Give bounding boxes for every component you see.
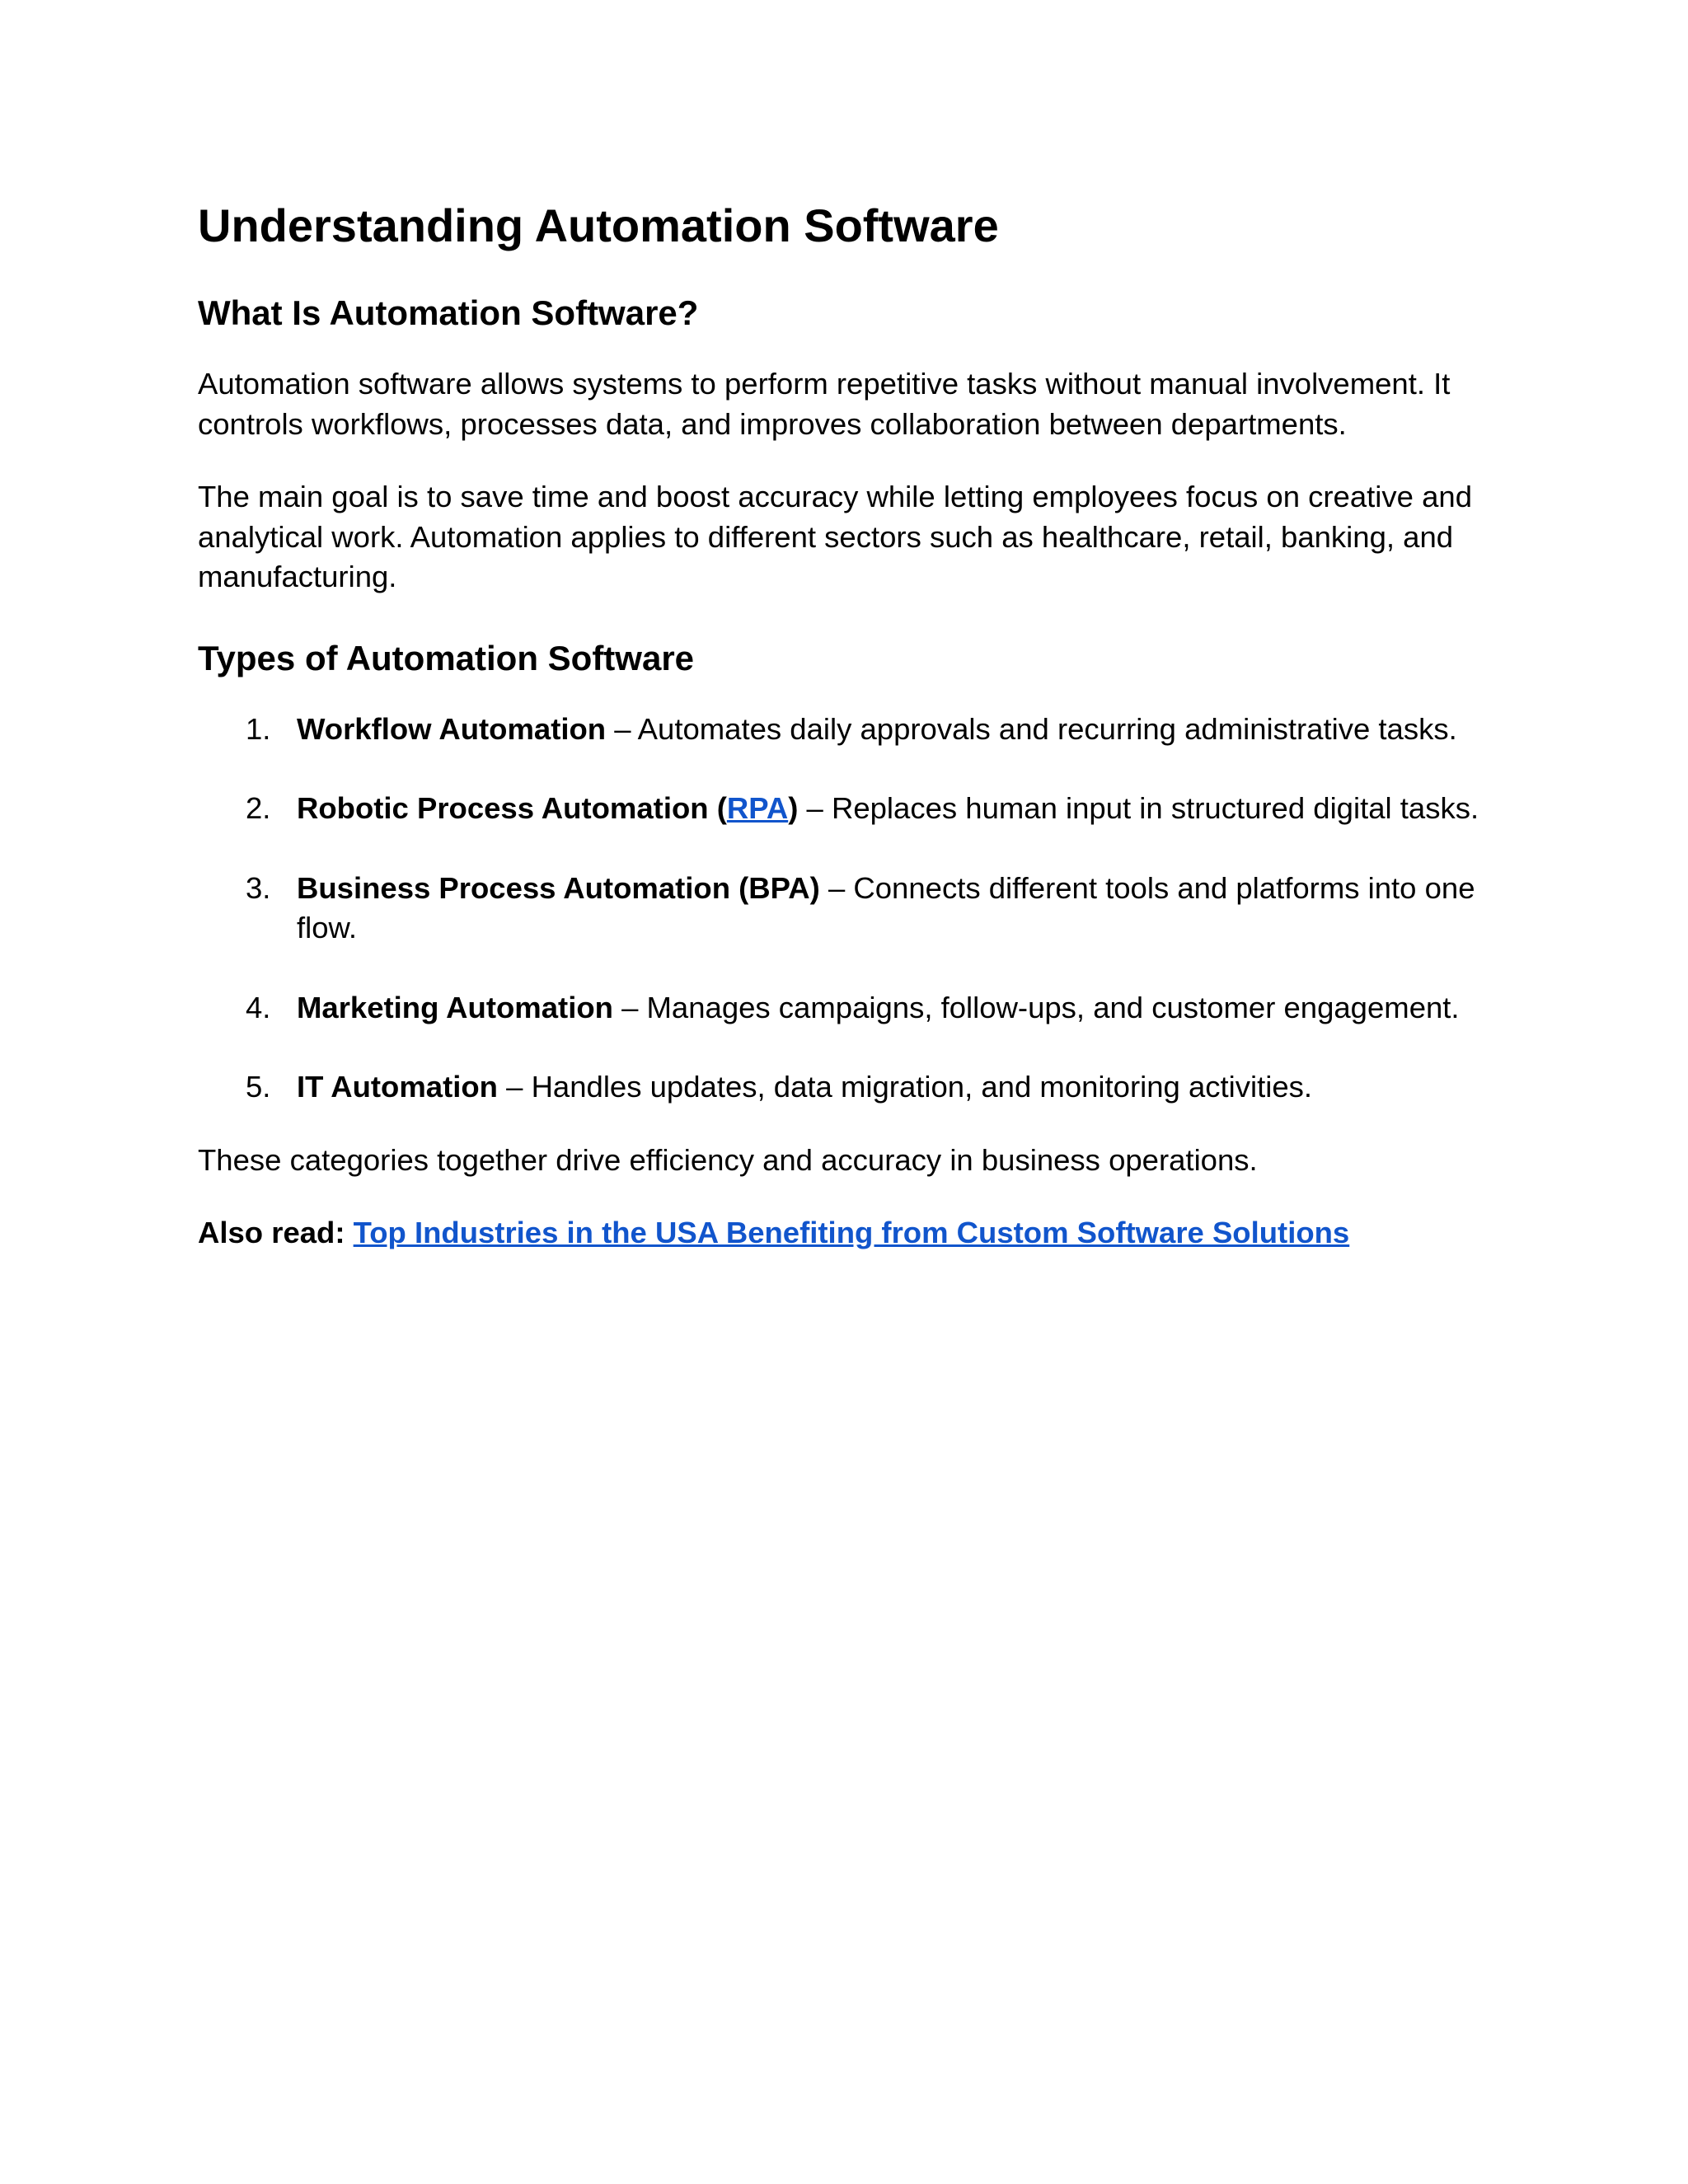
list-item-rpa [198,789,1517,829]
list-number: 3. [246,870,271,905]
list-item-term: Business Process Automation (BPA) [297,870,820,905]
list-item-term: Workflow Automation [297,711,607,746]
list-item-term-close: ) [788,791,799,825]
document-content [198,191,1517,1254]
list-number: 2. [246,791,271,825]
also-read-label: Also read: [198,1216,354,1249]
list-number: 4. [246,990,271,1024]
list-item-workflow [198,710,1517,750]
list-item-bpa [198,869,1517,949]
list-item-marketing [198,988,1517,1029]
list-item-description: – Automates daily approvals and recurring administrative tasks. [606,711,1457,746]
page-title: Understanding Automation Software [198,199,999,251]
list-item-description: – Replaces human input in structured digital tasks. [798,791,1479,825]
list-item-it [198,1067,1517,1108]
list-item-description: – Manages campaigns, follow-ups, and customer engagement. [612,990,1460,1024]
summary-paragraph: These categories together drive efficiency and accuracy in business operations. [198,1142,1258,1177]
goal-paragraph: The main goal is to save time and boost accuracy while letting employees focus on creative and analytical work. Automation applies to different sectors such as healthcare, retail, banking, and manufacturing. [198,480,1472,593]
list-number: 5. [246,1070,271,1104]
rpa-link[interactable]: RPA [726,791,789,825]
section-heading-types: Types of Automation Software [198,638,695,677]
list-item-description: – Handles updates, data migration, and monitoring activities. [497,1070,1313,1104]
list-item-term: Robotic Process Automation ( [297,791,727,825]
automation-types-list [198,710,1517,1108]
also-read-link[interactable]: Top Industries in the USA Benefiting from Custom Software Solutions [353,1216,1350,1249]
intro-paragraph: Automation software allows systems to perform repetitive tasks without manual involvement. It controls workflows, processes data, and improves collaboration between departments. [198,367,1451,441]
list-item-term: IT Automation [297,1070,498,1104]
list-item-term: Marketing Automation [297,990,613,1024]
list-number: 1. [246,711,271,746]
also-read-line [198,1213,1517,1254]
list-item-description: – Connects different tools and platforms into one flow. [297,870,1475,944]
section-heading-what-is: What Is Automation Software? [198,293,699,332]
